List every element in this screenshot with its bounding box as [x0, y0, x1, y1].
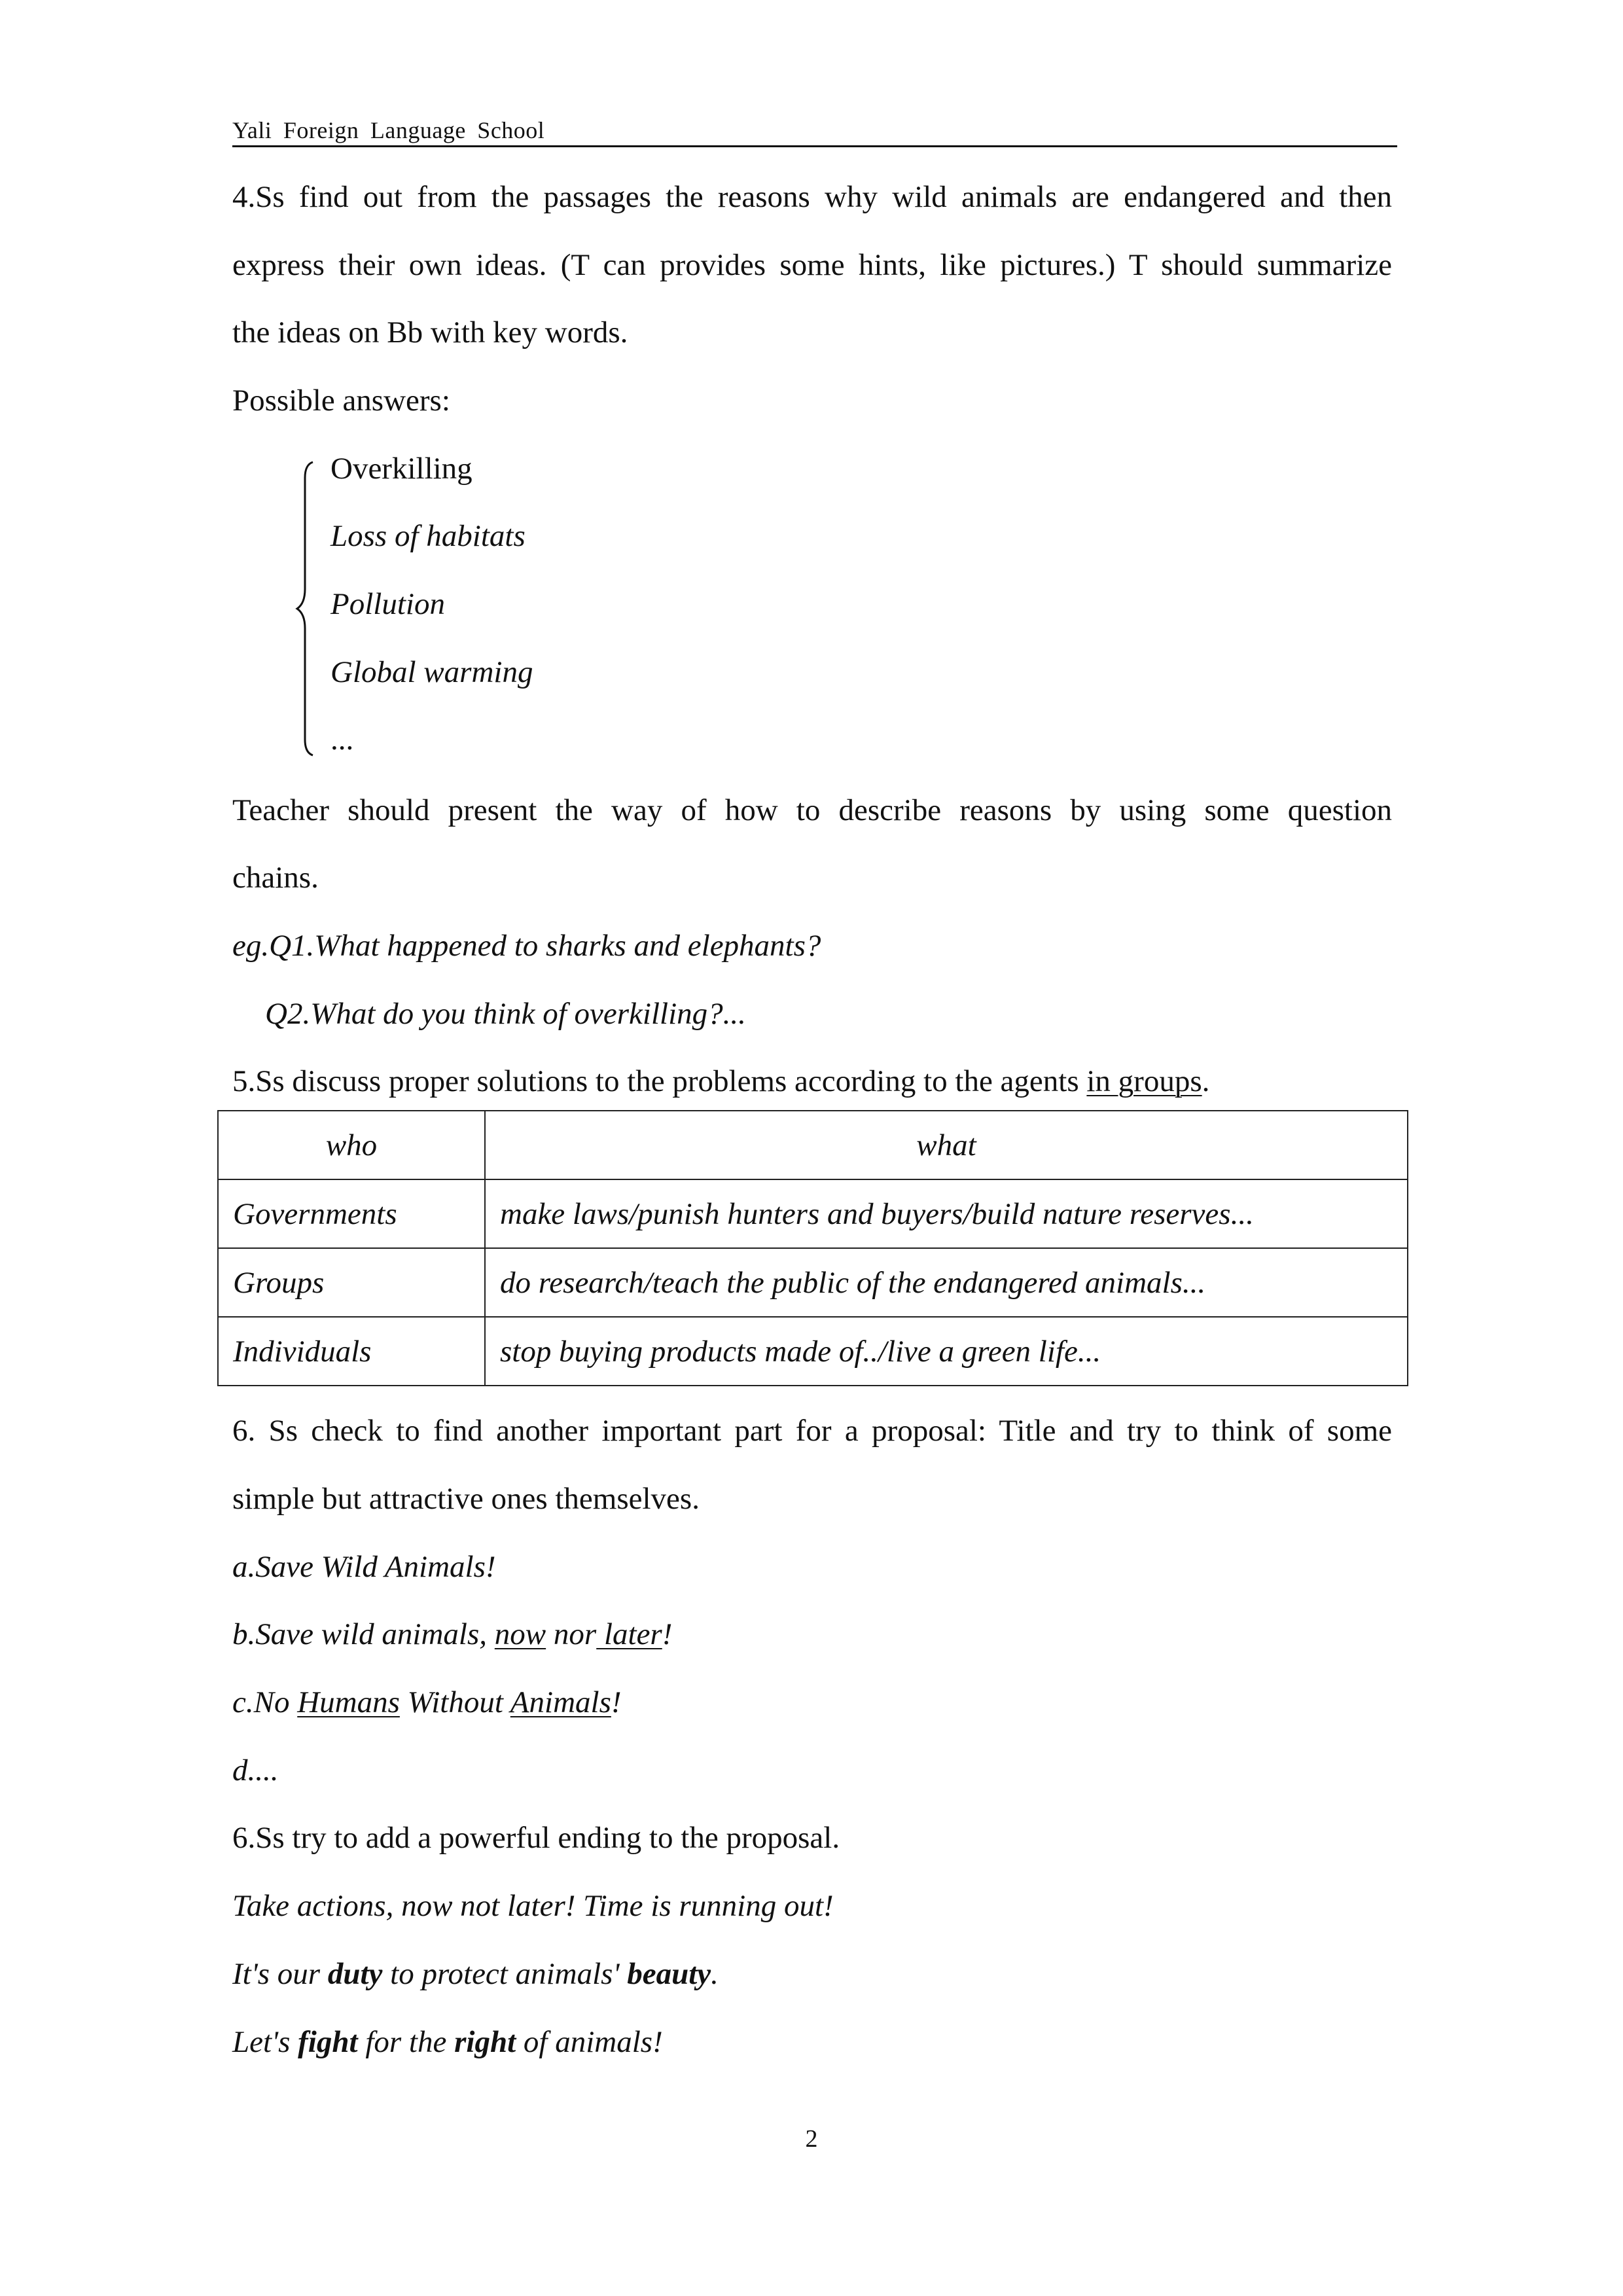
option-b-later: later [596, 1617, 662, 1651]
e2-end: . [711, 1957, 719, 1991]
question-q1: eg.Q1.What happened to sharks and elephants? [232, 929, 821, 963]
possible-answers-label: Possible answers: [232, 384, 450, 418]
agent-cell: Governments [218, 1179, 485, 1248]
step5-in-groups: in groups [1086, 1064, 1202, 1098]
e2-pre: It's our [232, 1957, 328, 1991]
agent-cell: Groups [218, 1248, 485, 1317]
question-q2: Q2.What do you think of overkilling?... [265, 997, 746, 1031]
solutions-table [217, 1110, 1408, 1386]
step4-line3: the ideas on Bb with key words. [232, 315, 628, 350]
step4-line1: 4.Ss find out from the passages the reasons why wild animals are endangered and then [232, 180, 1392, 214]
step4-line2: express their own ideas. (T can provides some hints, like pictures.) T should summarize [232, 248, 1392, 282]
header-rule [232, 145, 1397, 147]
e3-fight: fight [298, 2025, 358, 2059]
ending-example-3 [232, 2022, 663, 2062]
title-option-b [232, 1615, 672, 1654]
e3-mid: for the [357, 2025, 455, 2059]
title-option-a: a.Save Wild Animals! [232, 1550, 496, 1584]
answer-ellipsis: ... [330, 723, 354, 757]
option-b-pre: b.Save wild animals, [232, 1617, 495, 1651]
table-row [218, 1248, 1408, 1317]
step5-text: 5.Ss discuss proper solutions to the problems according to the agents [232, 1064, 1087, 1098]
answer-brace [293, 458, 326, 759]
e3-right: right [454, 2025, 516, 2059]
answer-loss-of-habitats: Loss of habitats [330, 519, 526, 553]
agent-cell: Individuals [218, 1317, 485, 1386]
step6b-title: 6.Ss try to add a powerful ending to the proposal. [232, 1821, 840, 1855]
answer-overkilling: Overkilling [330, 452, 473, 486]
table-header-row [218, 1111, 1408, 1179]
e2-duty: duty [327, 1957, 383, 1991]
option-c-animals: Animals [510, 1685, 611, 1719]
title-option-d: d.... [232, 1753, 279, 1787]
e2-beauty: beauty [627, 1957, 711, 1991]
answer-pollution: Pollution [330, 587, 445, 621]
answer-global-warming: Global warming [330, 655, 533, 689]
header-who: who [218, 1111, 485, 1179]
option-b-mid: nor [546, 1617, 597, 1651]
step5-period: . [1202, 1064, 1210, 1098]
option-c-end: ! [611, 1685, 622, 1719]
step6-line1: 6. Ss check to find another important part for a proposal: Title and try to think of some [232, 1414, 1392, 1448]
option-c-humans: Humans [297, 1685, 400, 1719]
option-b-now: now [494, 1617, 546, 1651]
page-number: 2 [805, 2125, 818, 2153]
solution-cell: stop buying products made of../live a green life... [485, 1317, 1408, 1386]
e3-pre: Let's [232, 2025, 298, 2059]
running-header: Yali Foreign Language School [232, 117, 545, 143]
header-what: what [485, 1111, 1408, 1179]
teacher-line2: chains. [232, 861, 319, 895]
title-option-c [232, 1683, 622, 1722]
ending-example-1: Take actions, now not later! Time is running out! [232, 1889, 834, 1923]
table-row [218, 1317, 1408, 1386]
option-b-end: ! [662, 1617, 673, 1651]
e2-mid: to protect animals' [382, 1957, 628, 1991]
solution-cell: make laws/punish hunters and buyers/build nature reserves... [485, 1179, 1408, 1248]
teacher-line1: Teacher should present the way of how to describe reasons by using some question [232, 793, 1392, 827]
solution-cell: do research/teach the public of the endangered animals... [485, 1248, 1408, 1317]
table-row [218, 1179, 1408, 1248]
e3-end: of animals! [516, 2025, 663, 2059]
option-c-mid: Without [399, 1685, 510, 1719]
option-c-pre: c.No [232, 1685, 298, 1719]
step5-line [232, 1062, 1209, 1101]
ending-example-2 [232, 1954, 719, 1994]
step6-line2: simple but attractive ones themselves. [232, 1482, 700, 1516]
